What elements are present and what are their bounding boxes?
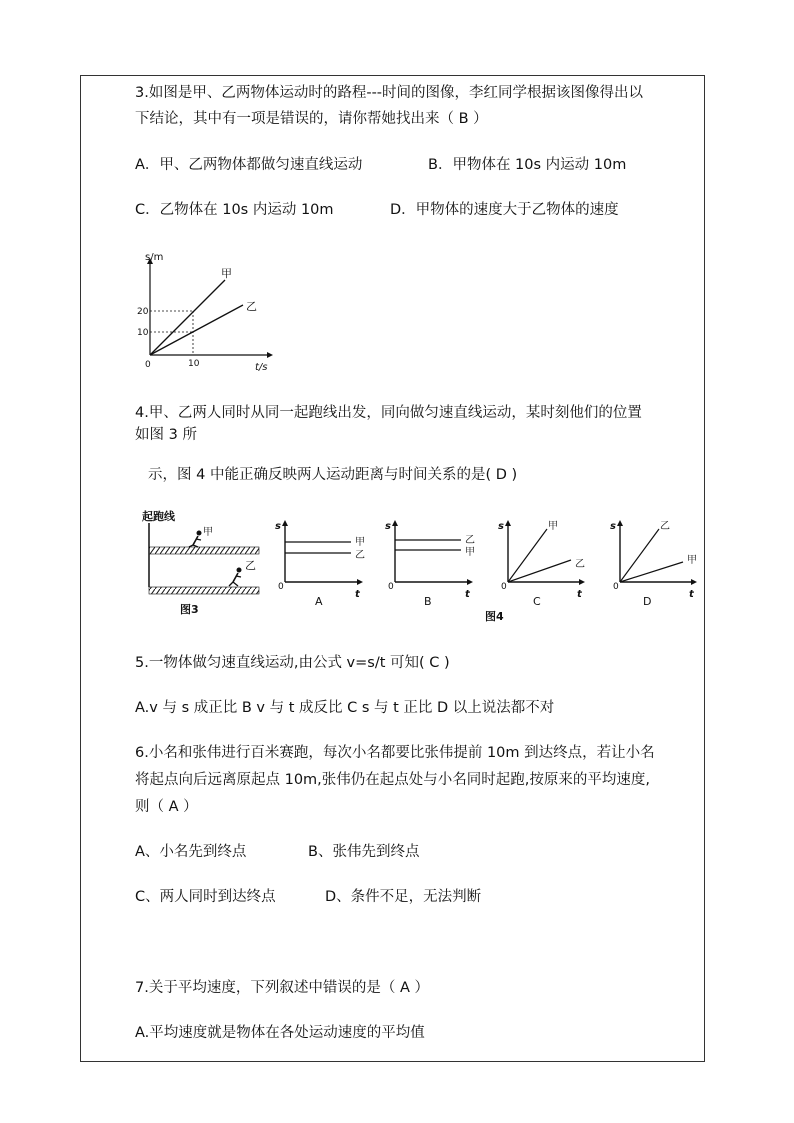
panel-c-line-steep [508, 529, 547, 582]
q3-y-label: s/m [145, 252, 164, 263]
panel-b-top-label: 乙 [465, 535, 475, 546]
panel-a-caption: A [315, 595, 323, 608]
runner-yi-icon [229, 568, 242, 587]
panel-a-s-label: s [275, 521, 281, 532]
q4-stem-line3: 示，图 4 中能正确反映两人运动距离与时间关系的是( D ) [148, 467, 518, 483]
q7-stem: 7.关于平均速度，下列叙述中错误的是（ A ） [135, 980, 429, 996]
q6-option-d: D、条件不足，无法判断 [325, 889, 482, 905]
fig3-label-yi: 乙 [245, 559, 256, 572]
q3-ytick-20: 20 [137, 307, 149, 317]
panel-c-s-label: s [498, 521, 504, 532]
panel-c-line-shallow [508, 560, 571, 582]
q6-option-b: B、张伟先到终点 [308, 844, 420, 860]
q3-line-jia [150, 280, 225, 355]
panel-d-bottom-label: 甲 [687, 555, 697, 566]
q3-label-jia: 甲 [221, 267, 232, 280]
q3-xtick-10: 10 [188, 359, 200, 369]
q3-stem-line2: 下结论，其中有一项是错误的，请你帮她找出来（ B ） [135, 111, 488, 127]
panel-c-caption: C [533, 595, 541, 608]
q5-stem: 5.一物体做匀速直线运动,由公式 v=s/t 可知( C ) [135, 655, 450, 671]
q3-x-label: t/s [255, 362, 268, 373]
fig3-title: 起跑线 [142, 510, 175, 523]
q4-stem-line2: 如图 3 所 [135, 427, 197, 443]
panel-d-s-label: s [610, 521, 616, 532]
panel-d-caption: D [643, 595, 652, 608]
fig3-start-line [142, 509, 259, 616]
q5-options: A.v 与 s 成正比 B v 与 t 成反比 C s 与 t 正比 D 以上说法都不对 [135, 700, 555, 716]
panel-c-t-label: t [577, 589, 582, 600]
panel-a-t-label: t [355, 589, 360, 600]
fig4-caption: 图4 [485, 610, 504, 623]
panel-a-origin: 0 [278, 582, 284, 592]
q3-ytick-10: 10 [137, 328, 149, 338]
q3-line-yi [150, 305, 243, 355]
panel-b-bottom-label: 甲 [465, 547, 475, 558]
panel-c-top-label: 甲 [548, 521, 558, 532]
fig4-panel-a [275, 520, 365, 608]
panel-b-caption: B [424, 595, 432, 608]
q3-option-c: C．乙物体在 10s 内运动 10m [135, 202, 334, 218]
q3-option-d: D．甲物体的速度大于乙物体的速度 [390, 202, 619, 218]
panel-a-top-label: 甲 [355, 537, 365, 548]
fig3-track-lower [149, 587, 259, 594]
q3-origin: 0 [145, 360, 151, 370]
fig3-track-upper [149, 547, 259, 554]
panel-d-top-label: 乙 [660, 521, 670, 532]
q7-option-a: A.平均速度就是物体在各处运动速度的平均值 [135, 1025, 425, 1041]
panel-c-origin: 0 [501, 582, 507, 592]
q3-option-a: A．甲、乙两物体都做匀速直线运动 [135, 157, 363, 173]
fig4-panel-d [610, 520, 697, 608]
q3-label-yi: 乙 [246, 300, 257, 313]
q6-stem-line1: 6.小名和张伟进行百米赛跑，每次小名都要比张伟提前 10m 到达终点，若让小名 [135, 745, 655, 761]
panel-b-t-label: t [465, 589, 470, 600]
q6-stem-line2: 将起点向后远离原起点 10m,张伟仍在起点处与小名同时起跑,按原来的平均速度, [135, 772, 651, 788]
panel-d-origin: 0 [613, 582, 619, 592]
q3-x-arrow [267, 352, 273, 358]
panel-d-line-shallow [620, 562, 683, 582]
fig3-label-jia: 甲 [203, 527, 213, 538]
panel-d-t-label: t [689, 589, 694, 600]
fig4-panel-b [385, 520, 475, 608]
fig3-caption: 图3 [180, 603, 199, 616]
panel-b-s-label: s [385, 521, 391, 532]
q3-stem-line1: 3.如图是甲、乙两物体运动时的路程---时间的图像，李红同学根据该图像得出以 [135, 85, 644, 101]
q6-stem-line3: 则（ A ） [135, 799, 198, 815]
panel-b-origin: 0 [388, 582, 394, 592]
panel-d-line-steep [620, 529, 659, 582]
fig4-panel-c [498, 520, 585, 608]
runner-jia-icon [189, 531, 202, 548]
q3-st-graph [135, 250, 285, 375]
panel-a-bottom-label: 乙 [355, 550, 365, 561]
q3-option-b: B．甲物体在 10s 内运动 10m [428, 157, 627, 173]
q4-stem-line1: 4.甲、乙两人同时从同一起跑线出发，同向做匀速直线运动，某时刻他们的位置 [135, 405, 642, 421]
panel-c-bottom-label: 乙 [575, 559, 585, 570]
q6-option-c: C、两人同时到达终点 [135, 889, 276, 905]
q4-figures [135, 505, 705, 627]
q6-option-a: A、小名先到终点 [135, 844, 247, 860]
